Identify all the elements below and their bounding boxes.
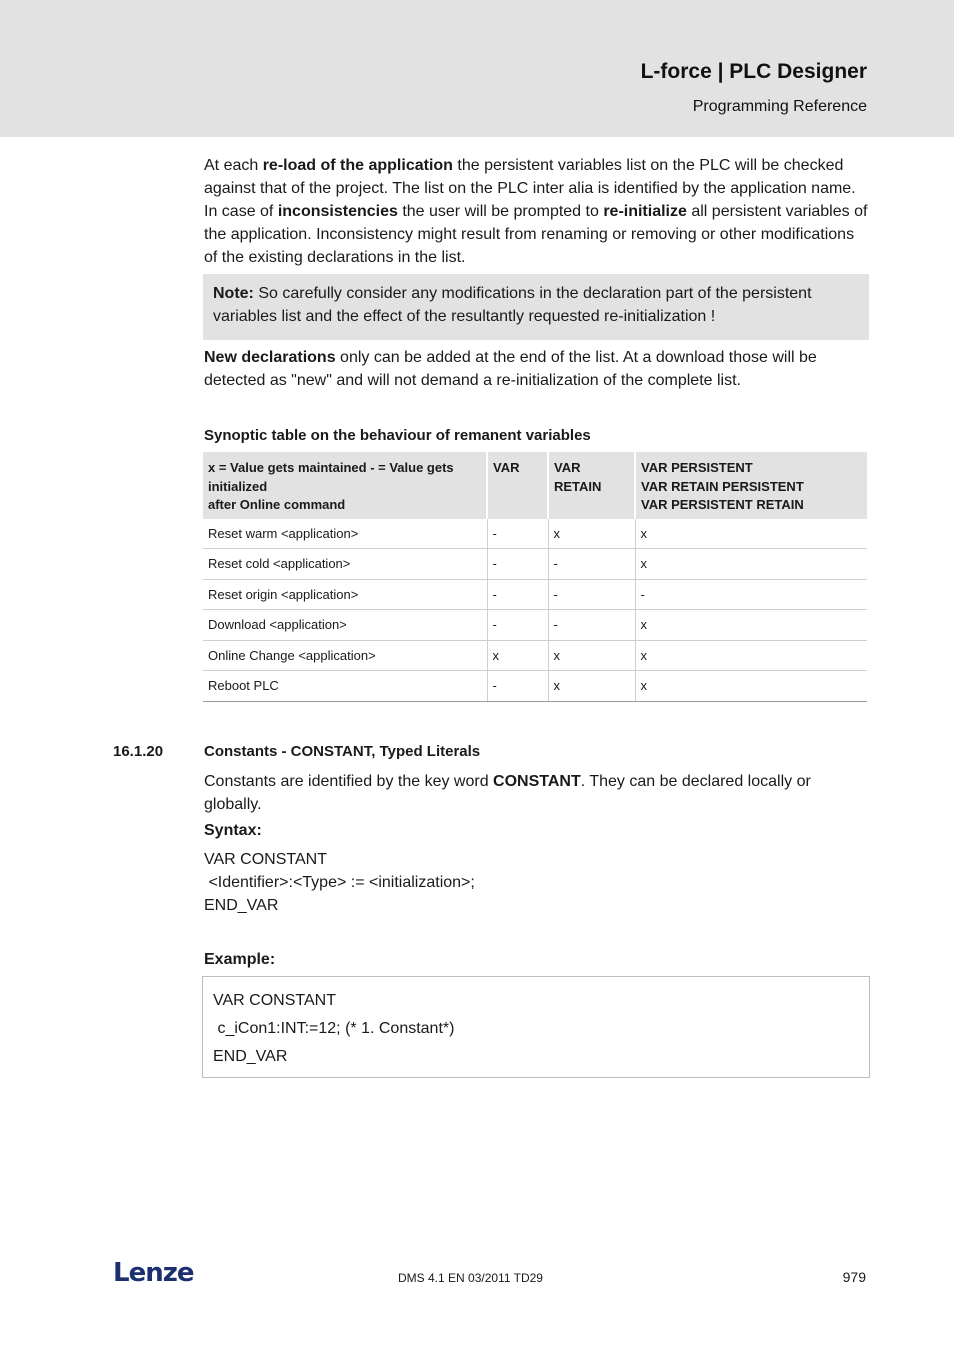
- header-text: VAR RETAIN PERSISTENT: [641, 478, 804, 494]
- lenze-logo: Lenze: [113, 1258, 194, 1288]
- bold-run: inconsistencies: [277, 203, 398, 220]
- example-line: END_VAR: [213, 1048, 288, 1065]
- paragraph-reload: [204, 154, 868, 269]
- cell-retain: -: [548, 610, 635, 641]
- cell-command: Download <application>: [203, 610, 487, 641]
- note-box: [203, 274, 869, 340]
- text-run: the user will be prompted to: [397, 203, 604, 220]
- cell-persistent: -: [635, 579, 867, 610]
- cell-var: -: [487, 579, 548, 610]
- text-run: the persistent variables list on the PLC will be checked against that of the project. The list on the PLC inter alia is identified by the application name. In case of: [204, 157, 856, 220]
- table-title: Synoptic table on the behaviour of remanent variables: [204, 427, 591, 444]
- note-text: So carefully consider any modifications in the declaration part of the persistent variables list and the effect of the resultantly requested re-initialization !: [213, 285, 812, 325]
- note-label: Note:: [213, 285, 254, 302]
- cell-var: -: [487, 671, 548, 702]
- cell-retain: -: [548, 549, 635, 580]
- syntax-label: Syntax:: [204, 822, 262, 839]
- page-header: [0, 0, 954, 137]
- cell-retain: -: [548, 579, 635, 610]
- section-number: 16.1.20: [113, 743, 164, 760]
- cell-persistent: x: [635, 640, 867, 671]
- table-header-row: [203, 452, 867, 519]
- header-text: x = Value gets maintained - = Value gets initialized: [208, 460, 454, 494]
- table-row: [203, 671, 867, 702]
- cell-persistent: x: [635, 519, 867, 549]
- cell-command: Online Change <application>: [203, 640, 487, 671]
- synoptic-table: [203, 452, 867, 702]
- bold-run: re-initialize: [603, 203, 687, 220]
- cell-command: Reboot PLC: [203, 671, 487, 702]
- bold-run: re-load of the application: [262, 157, 453, 174]
- cell-command: Reset origin <application>: [203, 579, 487, 610]
- cell-persistent: x: [635, 610, 867, 641]
- cell-persistent: x: [635, 671, 867, 702]
- syntax-line: VAR CONSTANT: [204, 851, 327, 868]
- header-text: VAR PERSISTENT: [641, 460, 753, 475]
- cell-command: Reset cold <application>: [203, 549, 487, 580]
- cell-var: x: [487, 640, 548, 671]
- syntax-line: <Identifier>:<Type> := <initialization>;: [204, 874, 475, 891]
- syntax-line: END_VAR: [204, 897, 279, 914]
- bold-run: New declarations: [204, 349, 336, 366]
- header-var-retain: VAR RETAIN: [548, 452, 635, 519]
- page-number: 979: [842, 1269, 866, 1285]
- header-subtitle: Programming Reference: [692, 98, 867, 115]
- text-run: . They can be declared locally or globally.: [204, 773, 811, 813]
- cell-var: -: [487, 610, 548, 641]
- section-title: Constants - CONSTANT, Typed Literals: [204, 743, 481, 760]
- syntax-block: [204, 848, 475, 917]
- table-row: [203, 640, 867, 671]
- header-text: VAR PERSISTENT RETAIN: [641, 497, 804, 512]
- header-var-persistent: [635, 452, 867, 519]
- text-run: all persistent variables of the application. Inconsistency might result from renaming or removing or other modifications of the existing declarations in the list.: [204, 203, 868, 266]
- bold-run: CONSTANT: [493, 773, 581, 790]
- example-code-box: [202, 976, 870, 1078]
- paragraph-new-declarations: [204, 346, 868, 392]
- header-command: [203, 452, 487, 519]
- table-row: [203, 549, 867, 580]
- cell-var: -: [487, 519, 548, 549]
- footer-doc-id: DMS 4.1 EN 03/2011 TD29: [398, 1271, 543, 1285]
- header-text: after Online command: [208, 497, 346, 512]
- cell-retain: x: [548, 519, 635, 549]
- table-row: [203, 579, 867, 610]
- cell-command: Reset warm <application>: [203, 519, 487, 549]
- header-var: VAR: [487, 452, 548, 519]
- text-run: At each: [204, 157, 263, 174]
- text-run: only can be added at the end of the list. At a download those will be detected as "new" and will not demand a re-initialization of the complete list.: [204, 349, 817, 389]
- paragraph-constants: [204, 770, 868, 816]
- cell-retain: x: [548, 671, 635, 702]
- cell-retain: x: [548, 640, 635, 671]
- cell-persistent: x: [635, 549, 867, 580]
- example-label: Example:: [204, 951, 276, 968]
- product-title: L-force | PLC Designer: [640, 60, 867, 83]
- example-line: c_iCon1:INT:=12; (* 1. Constant*): [213, 1020, 455, 1037]
- table-row: [203, 519, 867, 549]
- example-line: VAR CONSTANT: [213, 992, 336, 1009]
- text-run: Constants are identified by the key word: [204, 773, 494, 790]
- cell-var: -: [487, 549, 548, 580]
- table-row: [203, 610, 867, 641]
